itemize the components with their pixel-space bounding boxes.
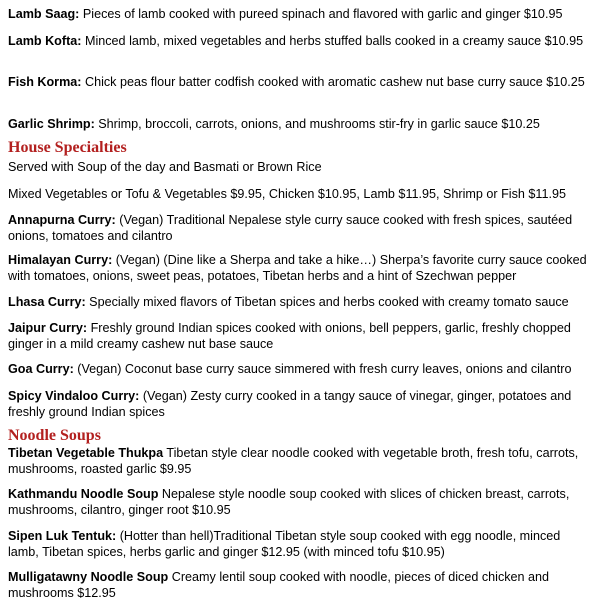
- menu-item-lamb-kofta: [8, 33, 593, 49]
- item-name: Lamb Saag:: [8, 7, 80, 21]
- section-title-house-specialties: House Specialties: [8, 139, 127, 156]
- item-name: Himalayan Curry:: [8, 253, 113, 267]
- item-description: (Hotter than hell)Traditional Tibetan style soup cooked with egg noodle, minced lamb, Tibetan spices, herbs garlic and ginger $12.95 (with minced tofu $10.95): [8, 529, 561, 559]
- menu-item-lhasa-curry: [8, 294, 593, 310]
- house-specialties-subtitle: Served with Soup of the day and Basmati or Brown Rice: [8, 160, 322, 174]
- item-name: Annapurna Curry:: [8, 213, 116, 227]
- menu-item-sipen-luk-tentuk: [8, 528, 593, 560]
- menu-item-kathmandu-noodle-soup: [8, 486, 593, 518]
- menu-item-mulligatawny-noodle-soup: [8, 569, 593, 601]
- item-description: (Vegan) Traditional Nepalese style curry sauce cooked with fresh spices, sautéed onions, tomatoes and cilantro: [8, 213, 573, 243]
- menu-item-himalayan-curry: [8, 252, 593, 284]
- menu-item-goa-curry: [8, 361, 593, 377]
- item-name: Lamb Kofta:: [8, 34, 82, 48]
- item-description: Pieces of lamb cooked with pureed spinach and flavored with garlic and ginger $10.95: [79, 7, 563, 21]
- item-description: Minced lamb, mixed vegetables and herbs stuffed balls cooked in a creamy sauce $10.95: [81, 34, 584, 48]
- item-name: Tibetan Vegetable Thukpa: [8, 446, 164, 460]
- house-specialties-prices: Mixed Vegetables or Tofu & Vegetables $9.95, Chicken $10.95, Lamb $11.95, Shrimp or Fish $11.95: [8, 187, 566, 201]
- item-description: Nepalese style noodle soup cooked with slices of chicken breast, carrots, mushrooms, cilantro, ginger root $10.95: [8, 487, 570, 517]
- item-name: Fish Korma:: [8, 75, 82, 89]
- item-name: Spicy Vindaloo Curry:: [8, 389, 140, 403]
- menu-item-garlic-shrimp: [8, 116, 593, 132]
- item-name: Garlic Shrimp:: [8, 117, 95, 131]
- menu-item-jaipur-curry: [8, 320, 593, 352]
- menu-item-fish-korma: [8, 74, 593, 90]
- item-description: Creamy lentil soup cooked with noodle, pieces of diced chicken and mushrooms $12.95: [8, 570, 550, 600]
- item-description: Tibetan style clear noodle cooked with vegetable broth, fresh tofu, carrots, mushrooms, roasted garlic $9.95: [8, 446, 579, 476]
- menu-item-annapurna-curry: [8, 212, 593, 244]
- item-description: Shrimp, broccoli, carrots, onions, and mushrooms stir-fry in garlic sauce $10.25: [94, 117, 540, 131]
- menu-item-tibetan-vegetable-thukpa: [8, 445, 593, 477]
- menu-item-lamb-saag: [8, 6, 593, 22]
- item-name: Jaipur Curry:: [8, 321, 88, 335]
- item-description: Freshly ground Indian spices cooked with onions, bell peppers, garlic, freshly chopped ginger in a mild creamy cashew nut base sauce: [8, 321, 571, 351]
- item-name: Kathmandu Noodle Soup: [8, 487, 159, 501]
- item-name: Sipen Luk Tentuk:: [8, 529, 117, 543]
- item-description: Specially mixed flavors of Tibetan spices and herbs cooked with creamy tomato sauce: [85, 295, 569, 309]
- item-name: Lhasa Curry:: [8, 295, 86, 309]
- item-description: (Vegan) Zesty curry cooked in a tangy sauce of vinegar, ginger, potatoes and freshly ground Indian spices: [8, 389, 572, 419]
- section-title-noodle-soups: Noodle Soups: [8, 427, 101, 444]
- item-description: (Vegan) (Dine like a Sherpa and take a hike…) Sherpa’s favorite curry sauce cooked with tomatoes, onions, sweet peas, potatoes, Tibetan herbs and a hint of Szechwan pepper: [8, 253, 587, 283]
- item-name: Mulligatawny Noodle Soup: [8, 570, 169, 584]
- item-name: Goa Curry:: [8, 362, 74, 376]
- menu-item-spicy-vindaloo-curry: [8, 388, 593, 420]
- item-description: Chick peas flour batter codfish cooked with aromatic cashew nut base curry sauce $10.25: [81, 75, 585, 89]
- item-description: (Vegan) Coconut base curry sauce simmered with fresh curry leaves, onions and cilantro: [73, 362, 572, 376]
